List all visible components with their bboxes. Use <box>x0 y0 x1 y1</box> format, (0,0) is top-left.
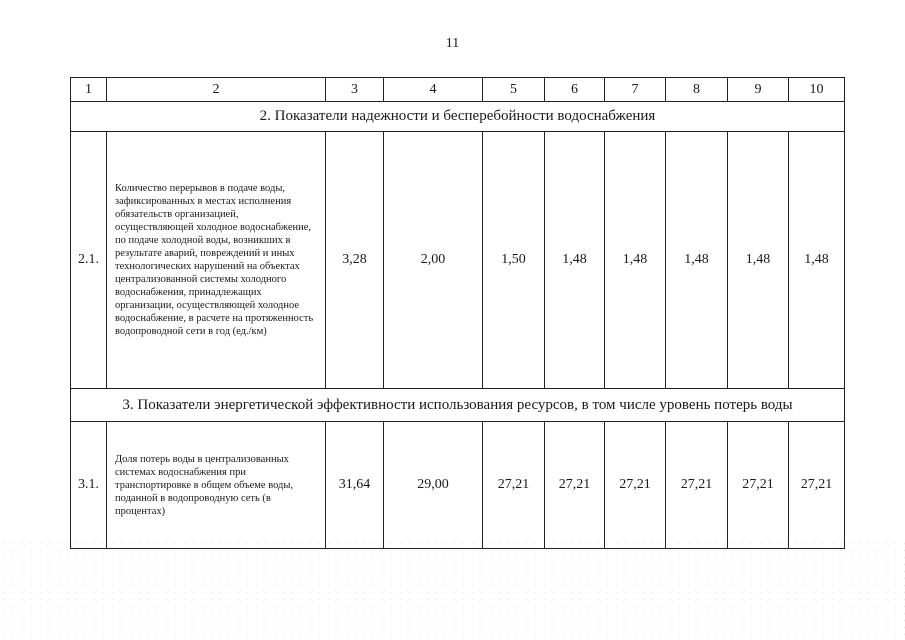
table-row <box>71 132 845 389</box>
value-cell: 1,48 <box>728 132 789 389</box>
value-cell: 3,28 <box>326 132 384 389</box>
value-cell: 27,21 <box>789 422 845 549</box>
row-description: Количество перерывов в подаче воды, зафиксированных в местах исполнения обязательств организацией, осуществляющей холодное водоснабжение, по подаче холодной воды, возникших в результате аварий, повреждений и иных технологических нарушений на объектах централизованной системы холодного водоснабжения, принадлежащих организации, осуществляющей холодное водоснабжение, в расчете на протяженность водопроводной сети в год (ед./км) <box>107 132 326 389</box>
value-cell: 1,48 <box>605 132 666 389</box>
header-cell: 6 <box>545 78 605 102</box>
value-cell: 1,50 <box>483 132 545 389</box>
table-row <box>71 422 845 549</box>
value-cell: 31,64 <box>326 422 384 549</box>
indicators-table <box>70 77 845 549</box>
header-cell: 7 <box>605 78 666 102</box>
row-number: 3.1. <box>71 422 107 549</box>
value-cell: 1,48 <box>789 132 845 389</box>
row-description: Доля потерь воды в централизованных системах водоснабжения при транспортировке в общем объеме воды, поданной в водопроводную сеть (в процентах) <box>107 422 326 549</box>
header-cell: 9 <box>728 78 789 102</box>
section-heading-row <box>71 389 845 422</box>
section-3-title: 3. Показатели энергетической эффективности использования ресурсов, в том числе уровень потерь воды <box>71 389 845 422</box>
value-cell: 29,00 <box>384 422 483 549</box>
value-cell: 27,21 <box>666 422 728 549</box>
header-cell: 10 <box>789 78 845 102</box>
value-cell: 27,21 <box>728 422 789 549</box>
header-cell: 8 <box>666 78 728 102</box>
section-heading-row <box>71 102 845 132</box>
value-cell: 1,48 <box>666 132 728 389</box>
page-number: 11 <box>445 36 460 51</box>
section-2-title: 2. Показатели надежности и бесперебойности водоснабжения <box>71 102 845 132</box>
scan-noise <box>0 540 905 640</box>
header-cell: 1 <box>71 78 107 102</box>
table-header-row <box>71 78 845 102</box>
row-number: 2.1. <box>71 132 107 389</box>
value-cell: 1,48 <box>545 132 605 389</box>
value-cell: 27,21 <box>605 422 666 549</box>
value-cell: 27,21 <box>483 422 545 549</box>
header-cell: 3 <box>326 78 384 102</box>
header-cell: 5 <box>483 78 545 102</box>
header-cell: 2 <box>107 78 326 102</box>
value-cell: 27,21 <box>545 422 605 549</box>
header-cell: 4 <box>384 78 483 102</box>
value-cell: 2,00 <box>384 132 483 389</box>
